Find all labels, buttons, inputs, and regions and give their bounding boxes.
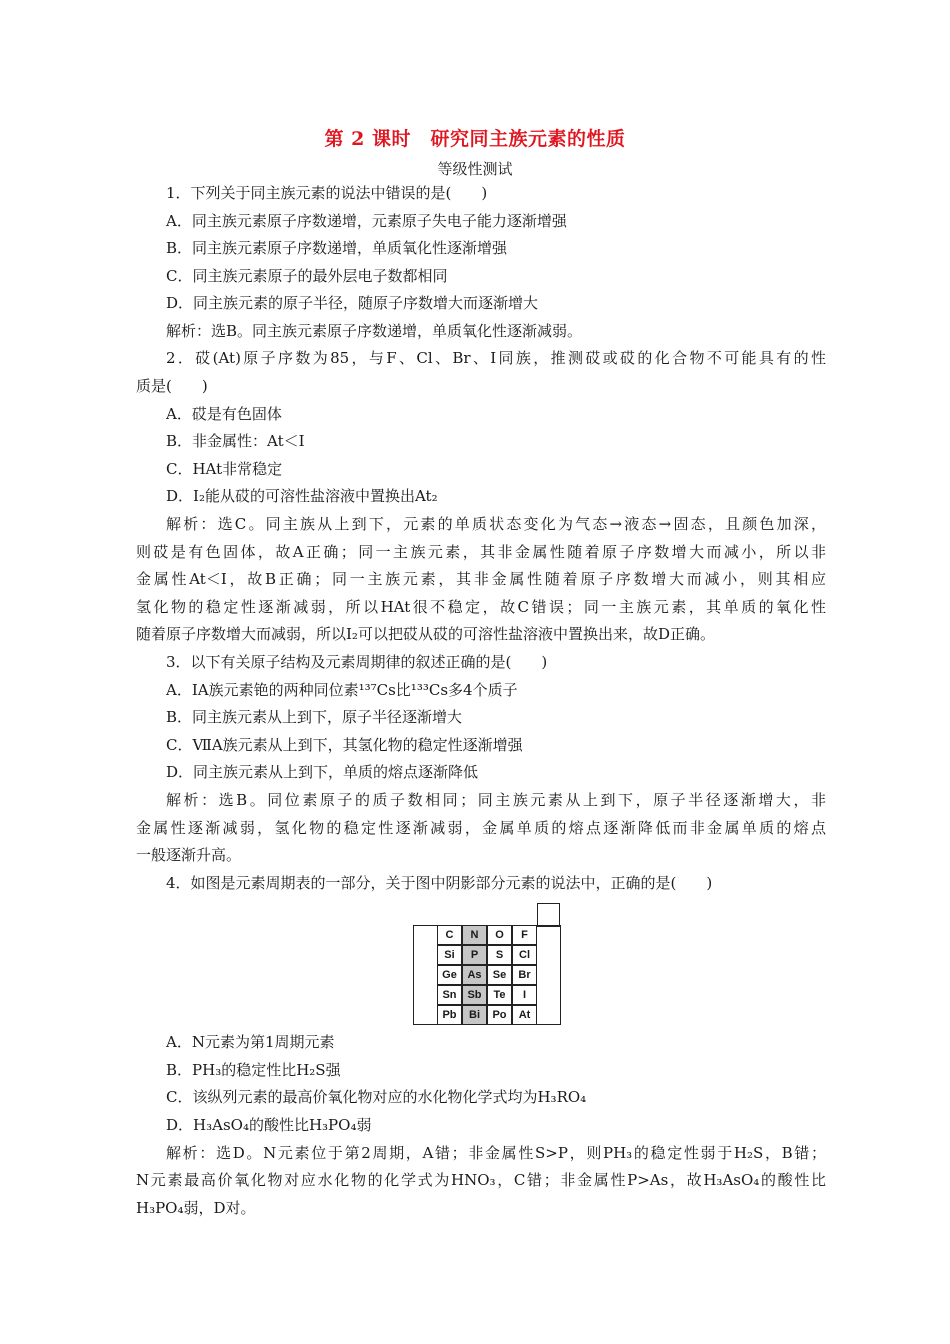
page-subtitle: 等级性测试: [437, 160, 513, 178]
question-1-option-a: A．同主族元素原子序数递增，元素原子失电子能力逐渐增强: [166, 212, 567, 230]
element-cell-shaded: As: [462, 965, 487, 985]
element-cell: At: [512, 1005, 537, 1025]
question-1-option-b: B．同主族元素原子序数递增，单质氧化性逐渐增强: [166, 239, 508, 257]
element-cell: Se: [487, 965, 512, 985]
question-3-analysis-2: 金属性逐渐减弱，氢化物的稳定性逐渐减弱，金属单质的熔点逐渐降低而非金属单质的熔点: [136, 819, 826, 837]
empty-cell: [537, 903, 560, 927]
question-3-option-c: C．ⅦA族元素从上到下，其氢化物的稳定性逐渐增强: [166, 736, 523, 754]
question-4-stem: 4．如图是元素周期表的一部分，关于图中阴影部分元素的说法中，正确的是( ): [166, 874, 713, 892]
question-4-option-c: C．该纵列元素的最高价氧化物对应的水化物化学式均为H₃RO₄: [166, 1088, 587, 1106]
question-3-option-d: D．同主族元素从上到下，单质的熔点逐渐降低: [166, 763, 479, 781]
element-cell: Br: [512, 965, 537, 985]
question-3-analysis-1: 解析：选B。同位素原子的质子数相同；同主族元素从上到下，原子半径逐渐增大，非: [166, 791, 826, 809]
question-3-analysis-3: 一般逐渐升高。: [136, 846, 242, 864]
question-2-analysis-5: 随着原子序数增大而减弱，所以I₂可以把砹从砹的可溶性盐溶液中置换出来，故D正确。: [136, 625, 715, 643]
question-1-option-d: D．同主族元素的原子半径，随原子序数增大而逐渐增大: [166, 294, 539, 312]
question-2-analysis-3: 金属性At＜I，故B正确；同一主族元素，其非金属性随着原子序数增大而减小，则其相应: [136, 570, 826, 588]
question-2-stem: 2．砹(At)原子序数为85，与F、Cl、Br、I同族，推测砹或砹的化合物不可能具有的性: [166, 349, 826, 367]
element-cell: Te: [487, 985, 512, 1005]
element-cell: Sn: [437, 985, 462, 1005]
element-cell-shaded: Bi: [462, 1005, 487, 1025]
element-cell: Pb: [437, 1005, 462, 1025]
question-2-option-c: C．HAt非常稳定: [166, 460, 283, 478]
element-cell-shaded: Sb: [462, 985, 487, 1005]
element-cell: Si: [437, 945, 462, 965]
question-2-analysis-4: 氢化物的稳定性逐渐减弱，所以HAt很不稳定，故C错误；同一主族元素，其单质的氧化性: [136, 598, 826, 616]
question-3-option-b: B．同主族元素从上到下，原子半径逐渐增大: [166, 708, 463, 726]
element-cell: Cl: [512, 945, 537, 965]
question-4-option-a: A．N元素为第1周期元素: [166, 1033, 335, 1051]
question-4-option-b: B．PH₃的稳定性比H₂S强: [166, 1061, 341, 1079]
element-cell: I: [512, 985, 537, 1005]
question-1-stem: 1．下列关于同主族元素的说法中错误的是( ): [166, 184, 488, 202]
element-cell: S: [487, 945, 512, 965]
page-title: 第 2 课时 研究同主族元素的性质: [324, 128, 626, 150]
question-4-option-d: D．H₃AsO₄的酸性比H₃PO₄弱: [166, 1116, 372, 1134]
question-3-option-a: A．ⅠA族元素铯的两种同位素¹³⁷Cs比¹³³Cs多4个质子: [166, 681, 518, 699]
element-cell-shaded: P: [462, 945, 487, 965]
question-4-analysis-1: 解析：选D。N元素位于第2周期，A错；非金属性S>P，则PH₃的稳定性弱于H₂S，B错；: [166, 1144, 826, 1162]
question-1-analysis: 解析：选B。同主族元素原子序数递增，单质氧化性逐渐减弱。: [166, 322, 583, 340]
question-1-option-c: C．同主族元素原子的最外层电子数都相同: [166, 267, 448, 285]
question-2-option-b: B．非金属性：At＜I: [166, 432, 305, 450]
question-2-analysis-2: 则砹是有色固体，故A正确；同一主族元素，其非金属性随着原子序数增大而减小，所以非: [136, 543, 826, 561]
element-cell: F: [512, 925, 537, 945]
question-4-analysis-2: N元素最高价氧化物对应水化物的化学式为HNO₃，C错；非金属性P>As，故H₃AsO₄的酸性比: [136, 1171, 826, 1189]
question-2-analysis-1: 解析：选C。同主族从上到下，元素的单质状态变化为气态→液态→固态，且颜色加深，: [166, 515, 826, 533]
element-cell-shaded: N: [462, 925, 487, 945]
element-cell: O: [487, 925, 512, 945]
question-2-stem-cont: 质是( ): [136, 377, 208, 395]
question-4-analysis-3: H₃PO₄弱，D对。: [136, 1199, 256, 1217]
question-3-stem: 3．以下有关原子结构及元素周期律的叙述正确的是( ): [166, 653, 548, 671]
question-2-option-a: A．砹是有色固体: [166, 405, 282, 423]
element-cell: Po: [487, 1005, 512, 1025]
element-cell: Ge: [437, 965, 462, 985]
element-cell: C: [437, 925, 462, 945]
question-2-option-d: D．I₂能从砹的可溶性盐溶液中置换出At₂: [166, 487, 438, 505]
periodic-table-fragment: [413, 903, 561, 1025]
